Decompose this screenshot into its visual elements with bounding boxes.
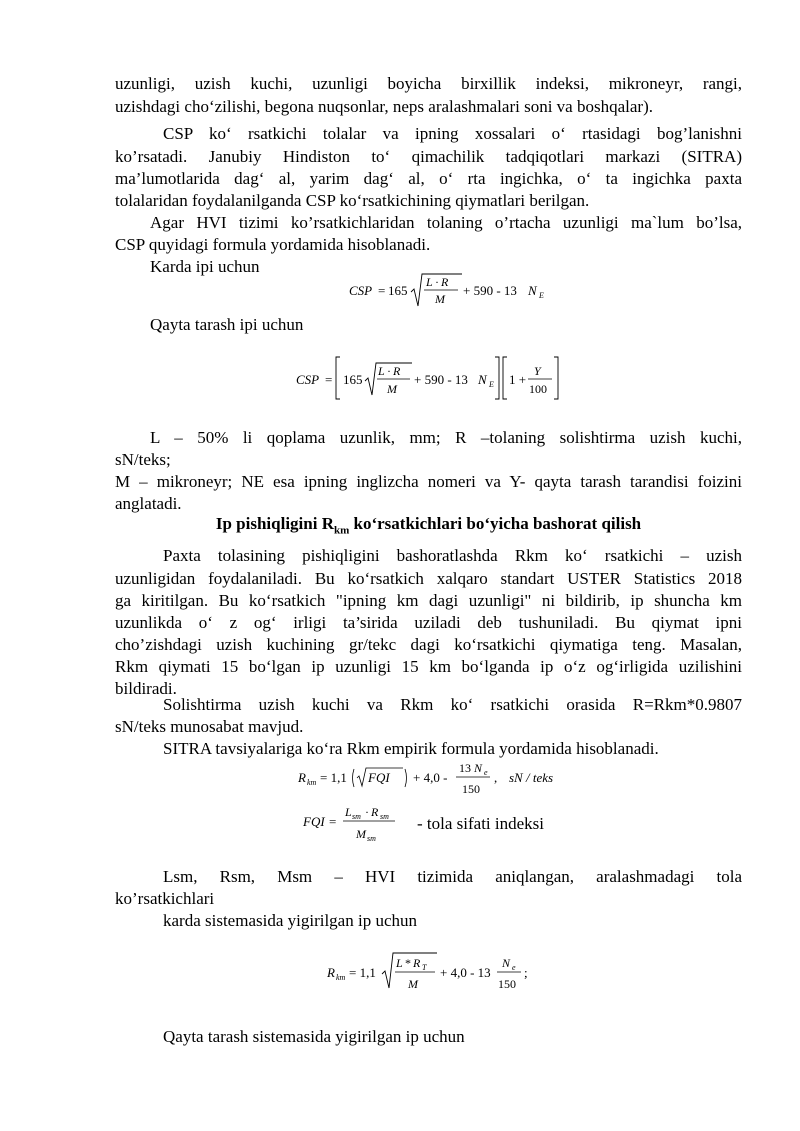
svg-text:L: L <box>378 364 385 378</box>
paragraph-line: CSP quyidagi formula yordamida hisoblanadi. <box>115 235 431 254</box>
svg-text:sN / teks: sN / teks <box>509 770 554 785</box>
paragraph-line: uzishdagi cho‘zilishi, begona nuqsonlar, neps aralashmalari soni va boshqalar). <box>115 97 653 116</box>
svg-text:+ 590 - 13: + 590 - 13 <box>463 283 517 298</box>
paragraph-line: ma’lumotlarida dag‘ al, yarim dag‘ al, o‘ rta ingichka, o‘ ta ingichka paxta <box>115 169 742 188</box>
section-heading <box>115 514 742 536</box>
paragraph-line: ga kiritilgan. Bu ko‘rsatkich "ipning km dagi uzunligi" ni bildirib, ip shuncha km <box>115 591 742 610</box>
svg-text:1 +: 1 + <box>509 372 527 387</box>
svg-text:M: M <box>387 382 397 396</box>
svg-text:150: 150 <box>498 977 516 991</box>
svg-text:sm: sm <box>352 812 361 821</box>
svg-text:M: M <box>408 977 418 991</box>
label-qayta-sys: Qayta tarash sistemasida yigirilgan ip uchun <box>163 1027 465 1046</box>
svg-text:L: L <box>396 956 403 970</box>
svg-text:;: ; <box>524 965 528 980</box>
svg-text:+ 4,0 -: + 4,0 - <box>413 770 448 785</box>
svg-text:L: L <box>426 275 433 289</box>
heading-text-a: Ip pishiqligini R <box>215 514 334 533</box>
svg-text:T: T <box>422 963 427 972</box>
svg-text:FQI: FQI <box>368 770 390 785</box>
paragraph-line: Paxta tolasining pishiqligini bashoratlashda Rkm ko‘ rsatkichi – uzish <box>163 546 742 565</box>
svg-text:sm: sm <box>367 834 376 843</box>
svg-text:R: R <box>393 364 401 378</box>
paragraph-line: L – 50% li qoplama uzunlik, mm; R –tolaning solishtirma uzish kuchi, <box>150 428 742 447</box>
svg-text:Y: Y <box>534 364 541 378</box>
paragraph-line: uzunligidan foydalaniladi. Bu ko‘rsatkich xalqaro standart USTER Statistics 2018 <box>115 569 742 588</box>
svg-text:e: e <box>484 768 488 777</box>
paragraph-line: Solishtirma uzish kuchi va Rkm ko‘ rsatkichi orasida R=Rkm*0.9807 <box>163 695 742 714</box>
heading-text-b: ko‘rsatkichlari bo‘yicha bashorat qilish <box>349 514 642 533</box>
rkm-formula-fqi <box>296 756 566 803</box>
paragraph-line: anglatadi. <box>115 494 182 513</box>
label-qayta: Qayta tarash ipi uchun <box>150 315 304 334</box>
paragraph-line: tolalaridan foydalanilganda CSP ko‘rsatkichining qiymatlari berilgan. <box>115 191 590 210</box>
svg-text:E: E <box>489 380 494 389</box>
svg-text:R: R <box>413 956 421 970</box>
fqi-note: - tola sifati indeksi <box>417 814 545 833</box>
svg-text:R: R <box>371 805 379 819</box>
svg-text:=: = <box>329 814 337 829</box>
svg-text:*: * <box>405 956 411 970</box>
svg-text:E: E <box>539 291 544 300</box>
svg-text:CSP: CSP <box>296 372 320 387</box>
svg-text:R: R <box>327 965 335 980</box>
paragraph-line: ko’rsatadi. Janubiy Hindiston to‘ qimachilik tadqiqotlari markazi (SITRA) <box>115 147 742 166</box>
label-karda-sys: karda sistemasida yigirilgan ip uchun <box>163 911 417 930</box>
svg-text:13: 13 <box>459 761 471 775</box>
svg-text:= 1,1: = 1,1 <box>320 770 347 785</box>
svg-text:N: N <box>474 761 483 775</box>
paragraph-line: SITRA tavsiyalariga ko‘ra Rkm empirik formula yordamida hisoblanadi. <box>163 739 659 758</box>
svg-text:km: km <box>336 973 346 982</box>
svg-text:N: N <box>502 956 511 970</box>
csp-formula-karda <box>347 268 557 317</box>
rkm-formula-karda <box>325 948 545 999</box>
csp-formula-qayta <box>294 353 564 408</box>
svg-text:100: 100 <box>529 382 547 396</box>
svg-text:km: km <box>307 778 317 787</box>
svg-text:M: M <box>356 827 366 841</box>
svg-text:·: · <box>387 364 391 378</box>
paragraph-line: M – mikroneyr; NE esa ipning inglizcha nomeri va Y- qayta tarash tarandisi foizini <box>115 472 742 491</box>
paragraph-line: cho’zishdagi uzish kuchining gr/tekc dagi ko‘rsatkichi qiymatiga teng. Masalan, <box>115 635 742 654</box>
svg-text:165: 165 <box>343 372 363 387</box>
svg-text:,: , <box>494 770 498 785</box>
svg-text:L: L <box>345 805 352 819</box>
svg-text:FQI: FQI <box>303 814 325 829</box>
svg-text:N: N <box>478 372 487 387</box>
svg-text:R: R <box>441 275 449 289</box>
heading-subscript: km <box>333 524 350 537</box>
label-karda: Karda ipi uchun <box>150 257 260 276</box>
svg-text:= 1,1: = 1,1 <box>349 965 376 980</box>
svg-text:·: · <box>435 275 439 289</box>
fqi-formula <box>301 799 411 850</box>
svg-text:N: N <box>528 283 537 298</box>
svg-text:150: 150 <box>462 782 480 796</box>
paragraph-line: Lsm, Rsm, Msm – HVI tizimida aniqlangan, aralashmadagi tola <box>163 867 742 886</box>
paragraph-line: uzunlikda o‘ z og‘ irligi ta’sirida uziladi deb tushuniladi. Bu qiymat ipni <box>115 613 742 632</box>
svg-text:=: = <box>325 372 333 387</box>
svg-text:e: e <box>512 963 516 972</box>
paragraph-line: sN/teks; <box>115 450 171 469</box>
paragraph-line: ko’rsatkichlari <box>115 889 215 908</box>
paragraph-line: Rkm qiymati 15 bo‘lgan ip uzunligi 15 km bo‘lganda ip o‘z og‘irligida uzilishini <box>115 657 742 676</box>
svg-text:+ 590 - 13: + 590 - 13 <box>414 372 468 387</box>
svg-text:CSP: CSP <box>349 283 373 298</box>
svg-text:=: = <box>378 283 386 298</box>
paragraph-line: Agar HVI tizimi ko’rsatkichlaridan tolaning o’rtacha uzunligi ma`lum bo’lsa, <box>150 213 742 232</box>
paragraph-line: sN/teks munosabat mavjud. <box>115 717 304 736</box>
svg-text:sm: sm <box>380 812 389 821</box>
svg-text:M: M <box>435 292 445 306</box>
paragraph-line: CSP ko‘ rsatkichi tolalar va ipning xossalari o‘ rtasidagi bog’lanishni <box>163 124 742 143</box>
paragraph-line: uzunligi, uzish kuchi, uzunligi boyicha birxillik indeksi, mikroneyr, rangi, <box>115 74 742 93</box>
svg-text:165: 165 <box>388 283 408 298</box>
paragraph-line: bildiradi. <box>115 679 177 698</box>
svg-text:+ 4,0 - 13: + 4,0 - 13 <box>440 965 491 980</box>
svg-text:·: · <box>365 805 369 819</box>
svg-text:R: R <box>298 770 306 785</box>
